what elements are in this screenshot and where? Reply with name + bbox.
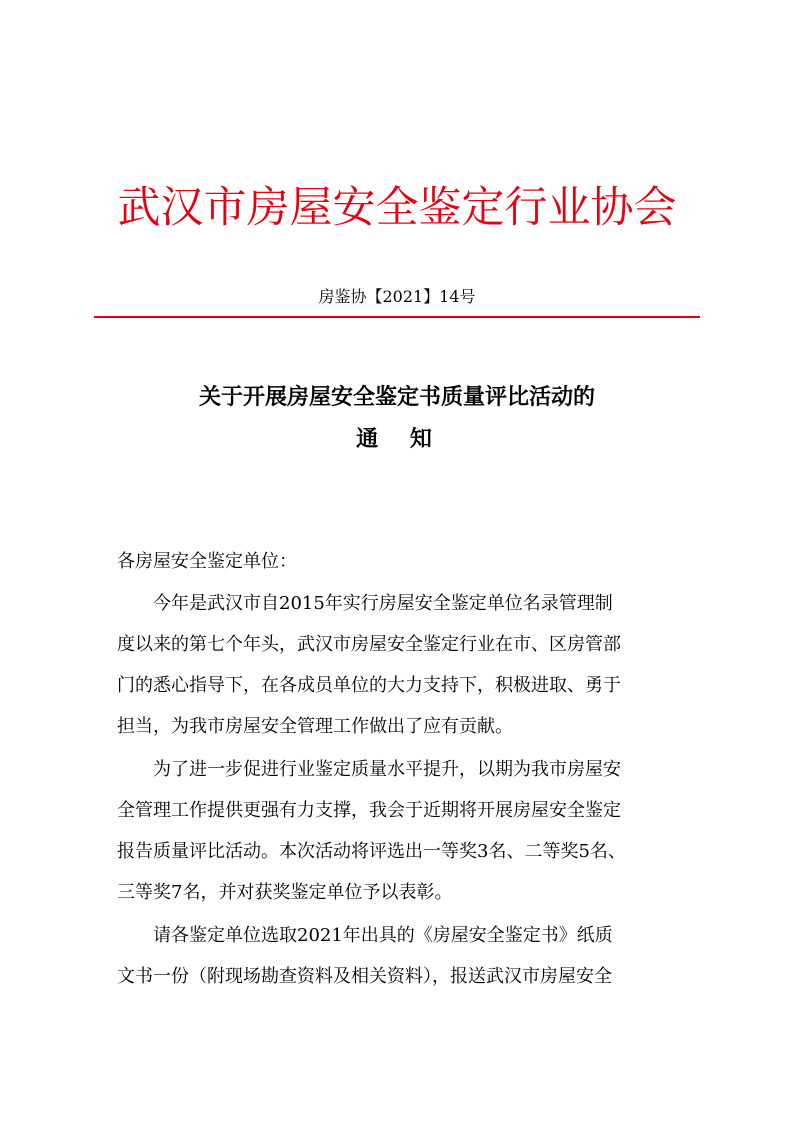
body-line: 报告质量评比活动。本次活动将评选出一等奖3名、二等奖5名、 — [117, 841, 626, 862]
body-line: 度以来的第七个年头，武汉市房屋安全鉴定行业在市、区房管部 — [117, 634, 621, 655]
notice-title-line-2: 通 知 — [356, 426, 444, 452]
red-divider-rule — [94, 316, 700, 318]
body-line: 三等奖7名，并对获奖鉴定单位予以表彰。 — [117, 882, 453, 903]
body-line: 全管理工作提供更强有力支撑，我会于近期将开展房屋安全鉴定 — [117, 800, 621, 821]
body-line: 请各鉴定单位选取2021年出具的《房屋安全鉴定书》纸质 — [117, 925, 613, 946]
body-line: 担当，为我市房屋安全管理工作做出了应有贡献。 — [117, 716, 513, 737]
body-line: 为了进一步促进行业鉴定质量水平提升，以期为我市房屋安 — [117, 759, 621, 780]
salutation: 各房屋安全鉴定单位： — [117, 551, 297, 572]
body-line: 今年是武汉市自2015年实行房屋安全鉴定单位名录管理制 — [117, 593, 613, 614]
masthead-org-name: 武汉市房屋安全鉴定行业协会 — [117, 183, 677, 233]
body-line: 门的悉心指导下，在各成员单位的大力支持下，积极进取、勇于 — [117, 675, 621, 696]
document-number: 房鉴协【2021】14号 — [318, 287, 476, 306]
body-line: 文书一份（附现场勘查资料及相关资料），报送武汉市房屋安全 — [117, 966, 612, 987]
notice-title-line-1: 关于开展房屋安全鉴定书质量评比活动的 — [198, 384, 595, 410]
